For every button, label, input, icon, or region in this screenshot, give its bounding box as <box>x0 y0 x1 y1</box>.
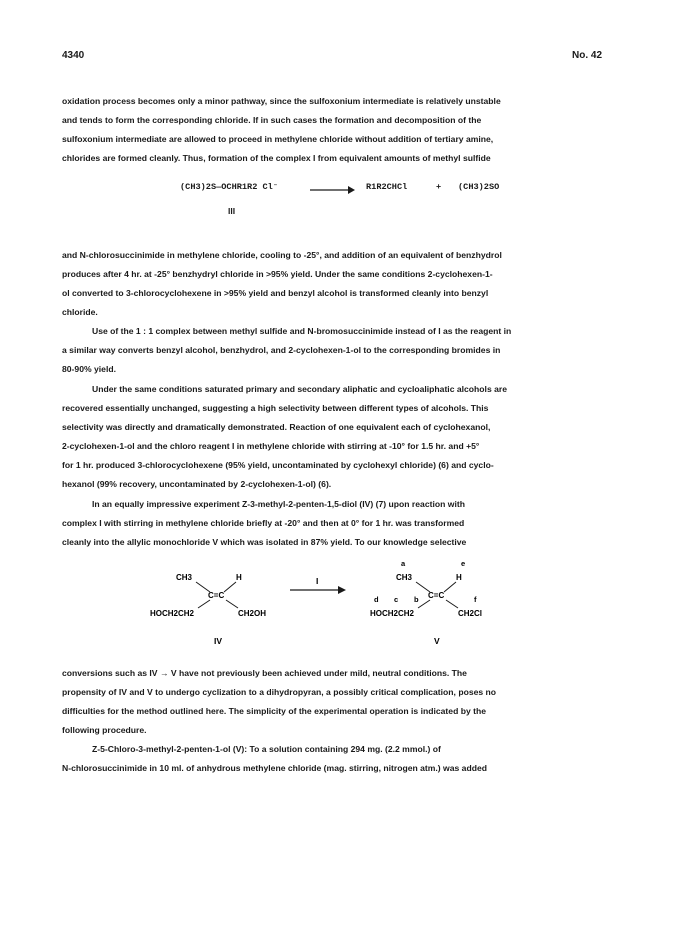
text-line: and N-chlorosuccinimide in methylene chloride, cooling to -25°, and addition of an equivalent of benzhydrol <box>62 250 502 260</box>
reactant-formula: (CH3)2S—OCHR1R2 Cl⁻ <box>180 182 279 192</box>
iv-right-substituent: CH2OH <box>238 609 267 618</box>
text-line: cleanly into the allylic monochloride V which was isolated in 87% yield. To our knowledge selective <box>62 537 467 547</box>
text-line: propensity of IV and V to undergo cyclization to a dihydropyran, a possibly critical complication, poses no <box>62 687 497 697</box>
carbon-letter-c: c <box>394 595 399 604</box>
v-bond <box>418 600 430 608</box>
v-right-substituent: CH2Cl <box>458 609 483 618</box>
compound-label-v: V <box>434 636 440 646</box>
reaction-scheme-1 <box>180 180 540 230</box>
iv-bond <box>198 600 210 608</box>
paragraph-5 <box>62 495 622 552</box>
paragraph-1 <box>62 92 622 168</box>
carbon-letter-d: d <box>374 595 379 604</box>
text-line: following procedure. <box>62 725 147 735</box>
v-double-bond: C=C <box>428 591 445 600</box>
v-hydrogen-label: H <box>456 573 462 582</box>
carbon-letter-e: e <box>461 560 466 568</box>
arrow-reagent-label: I <box>316 576 319 586</box>
reaction-arrow <box>308 184 356 196</box>
iv-bond <box>226 600 238 608</box>
reaction-scheme-2 <box>150 560 530 650</box>
iv-hydrogen-label: H <box>236 573 242 582</box>
text-line: oxidation process becomes only a minor pathway, since the sulfoxonium intermediate is relatively unstable <box>62 96 501 106</box>
carbon-letter-a: a <box>401 560 406 568</box>
iv-left-substituent: HOCH2CH2 <box>150 609 195 618</box>
paragraph-3 <box>62 322 622 379</box>
paragraph-7 <box>62 740 622 778</box>
compound-label-iv: IV <box>214 636 223 646</box>
text-line: produces after 4 hr. at -25° benzhydryl chloride in >95% yield. Under the same conditions 2-cyclohexen-1- <box>62 269 493 279</box>
text-line: Z-5-Chloro-3-methyl-2-penten-1-ol (V): To a solution containing 294 mg. (2.2 mmol.) of <box>92 744 441 754</box>
text-line: hexanol (99% recovery, uncontaminated by 2-cyclohexen-1-ol) (6). <box>62 479 332 489</box>
v-bond <box>444 582 456 592</box>
product-formula-2: (CH3)2SO <box>458 182 500 192</box>
text-line: for 1 hr. produced 3-chlorocyclohexene (95% yield, uncontaminated by cyclohexyl chloride) (6) and cyclo- <box>62 460 494 470</box>
text-line: sulfoxonium intermediate are allowed to proceed in methylene chloride without addition of tertiary amine, <box>62 134 494 144</box>
text-line: selectivity was directly and dramatically demonstrated. Reaction of one equivalent each of cyclohexanol, <box>62 422 491 432</box>
text-line: chlorides are formed cleanly. Thus, formation of the complex I from equivalent amounts of methyl sulfide <box>62 153 491 163</box>
paragraph-6 <box>62 664 622 740</box>
v-left-substituent: HOCH2CH2 <box>370 609 415 618</box>
text-line: chloride. <box>62 307 98 317</box>
text-line: 80-90% yield. <box>62 364 116 374</box>
text-line: and tends to form the corresponding chloride. If in such cases the formation and decomposition of the <box>62 115 482 125</box>
text-line: In an equally impressive experiment Z-3-methyl-2-penten-1,5-diol (IV) (7) upon reaction with <box>92 499 465 509</box>
v-methyl-label: CH3 <box>396 573 413 582</box>
text-line: recovered essentially unchanged, suggesting a high selectivity between different types of alcohols. This <box>62 403 489 413</box>
page-number: 4340 <box>62 50 85 61</box>
iv-double-bond: C=C <box>208 591 225 600</box>
text-line: complex I with stirring in methylene chloride briefly at -20° and then at 0° for 1 hr. was transformed <box>62 518 465 528</box>
v-bond <box>446 600 458 608</box>
text-line: conversions such as IV → V have not previously been achieved under mild, neutral conditions. The <box>62 668 467 678</box>
text-line: a similar way converts benzyl alcohol, benzhydrol, and 2-cyclohexen-1-ol to the corresponding bromides in <box>62 345 501 355</box>
text-line: ol converted to 3-chlorocyclohexene in >95% yield and benzyl alcohol is transformed cleanly into benzyl <box>62 288 489 298</box>
text-line: N-chlorosuccinimide in 10 ml. of anhydrous methylene chloride (mag. stirring, nitrogen atm.) was added <box>62 763 487 773</box>
carbon-letter-b: b <box>414 595 419 604</box>
text-line: 2-cyclohexen-1-ol and the chloro reagent I in methylene chloride with stirring at -10° for 1.5 hr. and +5° <box>62 441 480 451</box>
text-line: difficulties for the method outlined here. The simplicity of the experimental operation is indicated by the <box>62 706 487 716</box>
iv-methyl-label: CH3 <box>176 573 193 582</box>
carbon-letter-f: f <box>474 595 477 604</box>
product-formula-1: R1R2CHCl <box>366 182 408 192</box>
paragraph-2 <box>62 246 622 322</box>
text-line: Use of the 1 : 1 complex between methyl sulfide and N-bromosuccinimide instead of I as the reagent in <box>92 326 512 336</box>
plus-sign: + <box>436 182 442 192</box>
compound-label-iii: III <box>228 206 236 216</box>
paragraph-4 <box>62 380 622 494</box>
journal-issue: No. 42 <box>572 50 603 61</box>
arrow-head <box>338 586 346 594</box>
iv-bond <box>224 582 236 592</box>
text-line: Under the same conditions saturated primary and secondary aliphatic and cycloaliphatic alcohols are <box>92 384 508 394</box>
